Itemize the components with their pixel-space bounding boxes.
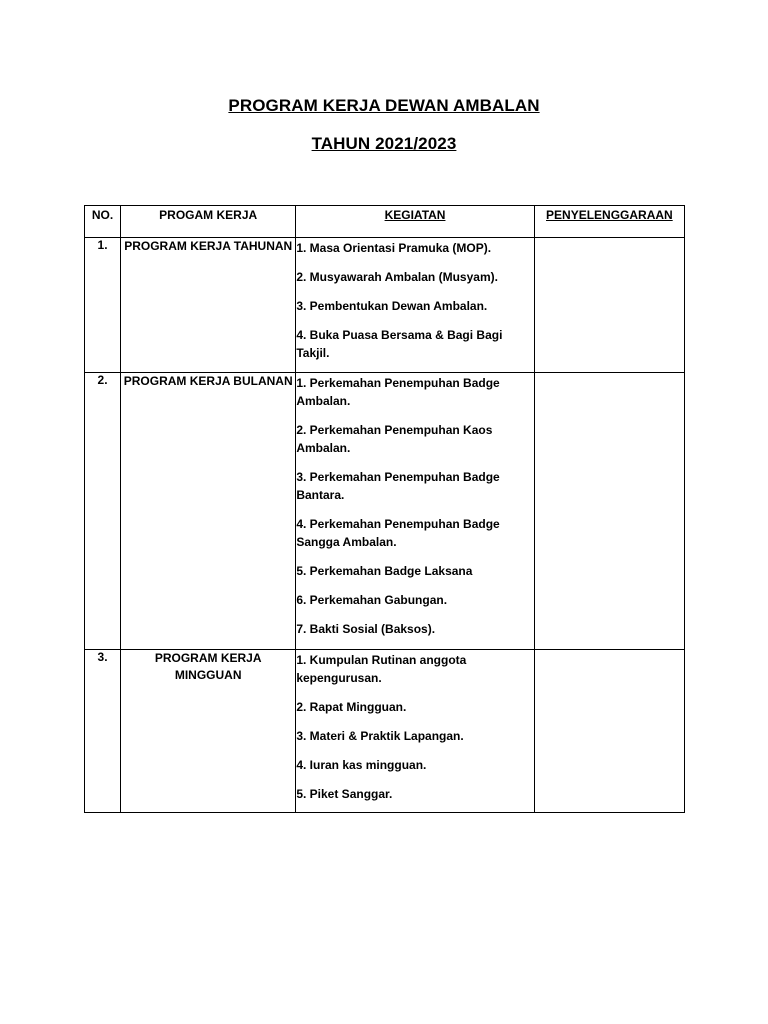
row-number: 3. bbox=[85, 650, 121, 813]
row-number: 2. bbox=[85, 373, 121, 650]
table-row bbox=[85, 373, 685, 650]
activity-item: 4. Buka Puasa Bersama & Bagi Bagi Takjil. bbox=[296, 328, 503, 360]
document-subtitle: TAHUN 2021/2023 bbox=[311, 134, 457, 153]
activity-item: 5. Perkemahan Badge Laksana bbox=[296, 564, 473, 578]
activity-item: 7. Bakti Sosial (Baksos). bbox=[296, 622, 436, 636]
program-name: PROGRAM KERJA MINGGUAN bbox=[121, 650, 296, 813]
header-kegiatan-label: KEGIATAN bbox=[384, 208, 446, 222]
penyelenggaraan-cell bbox=[534, 238, 684, 373]
program-name: PROGRAM KERJA BULANAN bbox=[121, 373, 296, 650]
document-title: PROGRAM KERJA DEWAN AMBALAN bbox=[228, 96, 540, 115]
table-row bbox=[85, 238, 685, 373]
table-row bbox=[85, 650, 685, 813]
table-header-row bbox=[85, 206, 685, 238]
program-table bbox=[84, 205, 685, 813]
activity-item: 2. Musyawarah Ambalan (Musyam). bbox=[296, 270, 498, 284]
penyelenggaraan-cell bbox=[534, 650, 684, 813]
activities-cell bbox=[296, 373, 534, 650]
activity-item: 4. Iuran kas mingguan. bbox=[296, 758, 427, 772]
row-number: 1. bbox=[85, 238, 121, 373]
penyelenggaraan-cell bbox=[534, 373, 684, 650]
activity-item: 5. Piket Sanggar. bbox=[296, 787, 393, 801]
header-penyelenggaraan bbox=[534, 206, 684, 238]
activity-item: 1. Perkemahan Penempuhan Badge Ambalan. bbox=[296, 376, 500, 408]
header-program: PROGAM KERJA bbox=[121, 206, 296, 238]
header-no: NO. bbox=[85, 206, 121, 238]
header-penyelenggaraan-label: PENYELENGGARAAN bbox=[546, 208, 673, 222]
activity-item: 3. Pembentukan Dewan Ambalan. bbox=[296, 299, 488, 313]
activity-item: 3. Materi & Praktik Lapangan. bbox=[296, 729, 464, 743]
activity-item: 3. Perkemahan Penempuhan Badge Bantara. bbox=[296, 470, 500, 502]
activities-cell bbox=[296, 650, 534, 813]
activities-cell bbox=[296, 238, 534, 373]
activity-item: 2. Perkemahan Penempuhan Kaos Ambalan. bbox=[296, 423, 493, 455]
activity-item: 1. Masa Orientasi Pramuka (MOP). bbox=[296, 241, 492, 255]
activity-item: 6. Perkemahan Gabungan. bbox=[296, 593, 448, 607]
header-kegiatan bbox=[296, 206, 534, 238]
activity-item: 1. Kumpulan Rutinan anggota kepengurusan. bbox=[296, 653, 467, 685]
activity-item: 2. Rapat Mingguan. bbox=[296, 700, 407, 714]
program-name: PROGRAM KERJA TAHUNAN bbox=[121, 238, 296, 373]
activity-item: 4. Perkemahan Penempuhan Badge Sangga Ambalan. bbox=[296, 517, 500, 549]
